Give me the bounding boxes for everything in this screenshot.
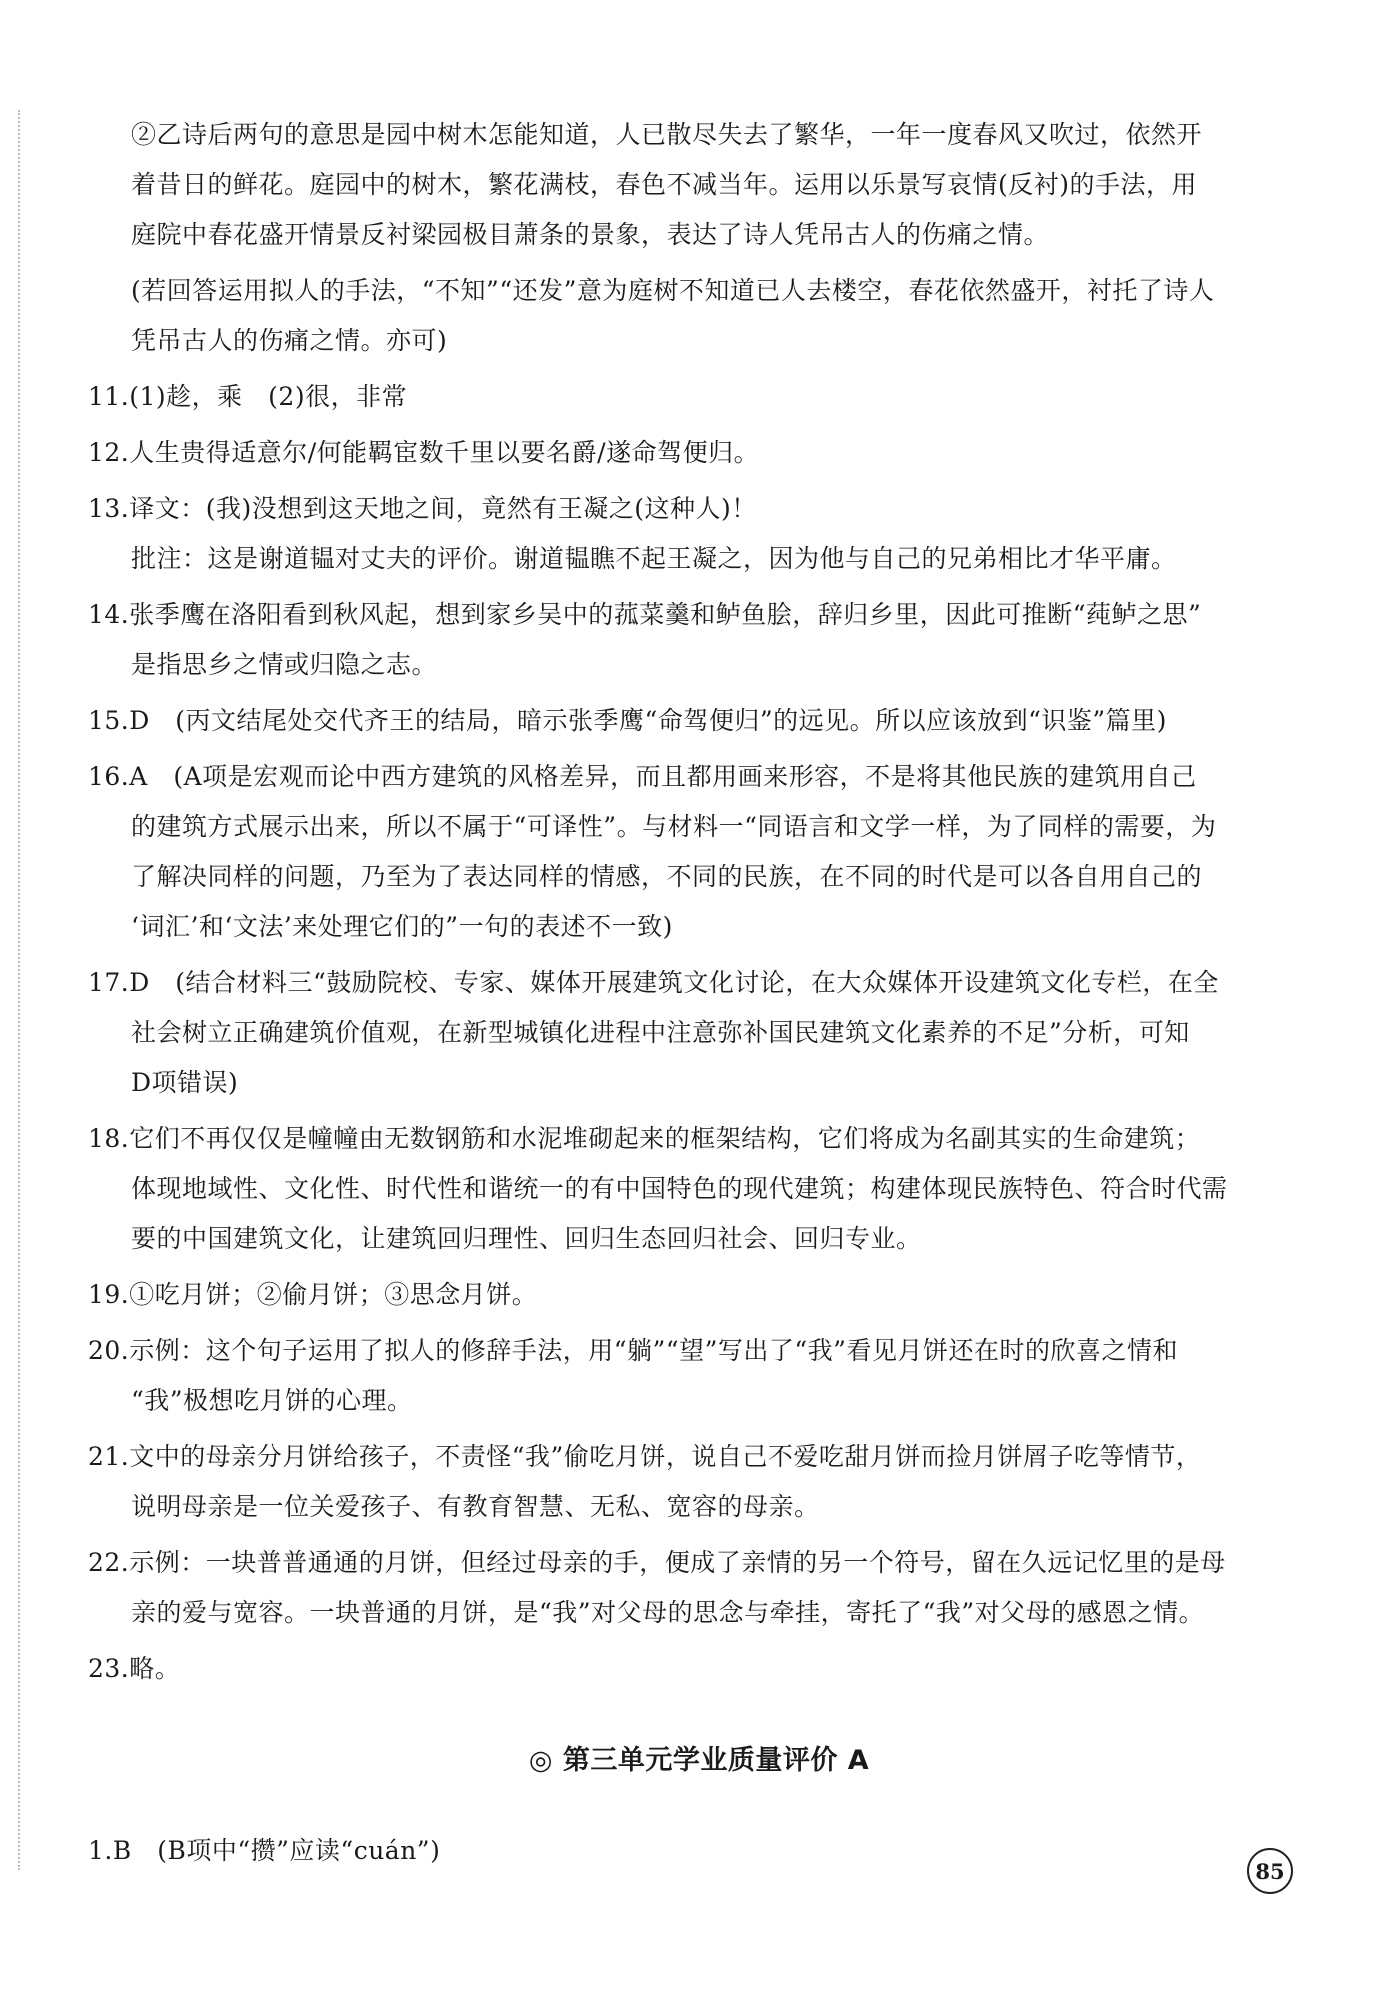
text-line: 22.示例：一块普普通通的月饼，但经过母亲的手，便成了亲情的另一个符号，留在久远记忆里的是母	[88, 1548, 1226, 1577]
text-line: D项错误)	[131, 1068, 239, 1097]
answer-19	[88, 1270, 1310, 1320]
text-line: 17.D (结合材料三“鼓励院校、专家、媒体开展建筑文化讨论，在大众媒体开设建筑文化专栏，在全	[88, 968, 1219, 997]
text-line: 凭吊古人的伤痛之情。亦可)	[131, 326, 448, 355]
text-line: 社会树立正确建筑价值观，在新型城镇化进程中注意弥补国民建筑文化素养的不足”分析，可知	[131, 1018, 1190, 1047]
answer-23	[88, 1644, 1310, 1694]
text-line: 着昔日的鲜花。庭园中的树木，繁花满枝，春色不减当年。运用以乐景写哀情(反衬)的手法，用	[131, 170, 1198, 199]
text-line: ②乙诗后两句的意思是园中树木怎能知道，人已散尽失去了繁华，一年一度春风又吹过，依然开	[131, 120, 1203, 149]
answer-18	[88, 1114, 1310, 1264]
text-line: 15.D (丙文结尾处交代齐王的结局，暗示张季鹰“命驾便归”的远见。所以应该放到“识鉴”篇里)	[88, 706, 1167, 735]
text-line: 的建筑方式展示出来，所以不属于“可译性”。与材料一“同语言和文学一样，为了同样的需要，为	[131, 812, 1217, 841]
text-line: ‘词汇’和‘文法’来处理它们的”一句的表述不一致)	[131, 912, 673, 941]
answer-10-2-note	[88, 266, 1310, 366]
text-line: 13.译文：(我)没想到这天地之间，竟然有王凝之(这种人)！	[88, 494, 757, 523]
answer-20	[88, 1326, 1310, 1426]
text-line: 说明母亲是一位关爱孩子、有教育智慧、无私、宽容的母亲。	[131, 1492, 820, 1521]
answer-16	[88, 752, 1310, 952]
text-line: 11.(1)趁，乘 (2)很，非常	[88, 382, 408, 411]
answer-10-2	[88, 110, 1310, 260]
text-line: 12.人生贵得适意尔/何能羁宦数千里以要名爵/遂命驾便归。	[88, 438, 760, 467]
answer-12	[88, 428, 1310, 478]
text-line: 体现地域性、文化性、时代性和谐统一的有中国特色的现代建筑；构建体现民族特色、符合时代需	[131, 1174, 1228, 1203]
margin-dotted-line	[18, 110, 20, 1870]
text-line: 1.B (B项中“攒”应读“cuán”)	[88, 1836, 441, 1865]
answer-13	[88, 484, 1310, 584]
text-line: 23.略。	[88, 1654, 181, 1683]
text-line: 了解决同样的问题，乃至为了表达同样的情感，不同的民族，在不同的时代是可以各自用自己的	[131, 862, 1203, 891]
text-line: 18.它们不再仅仅是幢幢由无数钢筋和水泥堆砌起来的框架结构，它们将成为名副其实的生命建筑；	[88, 1124, 1201, 1153]
answer-17	[88, 958, 1310, 1108]
text-line: 庭院中春花盛开情景反衬梁园极目萧条的景象，表达了诗人凭吊古人的伤痛之情。	[131, 220, 1050, 249]
text-line: 亲的爱与宽容。一块普通的月饼，是“我”对父母的思念与牵挂，寄托了“我”对父母的感恩之情。	[131, 1598, 1205, 1627]
text-line: 要的中国建筑文化，让建筑回归理性、回归生态回归社会、回归专业。	[131, 1224, 922, 1253]
section-title: ◎ 第三单元学业质量评价 A	[528, 1745, 870, 1776]
text-line: 14.张季鹰在洛阳看到秋风起，想到家乡吴中的菰菜羹和鲈鱼脍，辞归乡里，因此可推断“莼鲈之思”	[88, 600, 1202, 629]
answer-14	[88, 590, 1310, 690]
text-line: 16.A (A项是宏观而论中西方建筑的风格差异，而且都用画来形容，不是将其他民族的建筑用自己	[88, 762, 1197, 791]
text-line: 20.示例：这个句子运用了拟人的修辞手法，用“躺”“望”写出了“我”看见月饼还在时的欣喜之情和	[88, 1336, 1178, 1365]
text-line: 21.文中的母亲分月饼给孩子，不责怪“我”偷吃月饼，说自己不爱吃甜月饼而捡月饼屑子吃等情节，	[88, 1442, 1202, 1471]
text-line: 是指思乡之情或归隐之志。	[131, 650, 438, 679]
answer-22	[88, 1538, 1310, 1638]
answer-1	[88, 1826, 1310, 1876]
answer-15	[88, 696, 1310, 746]
page-number: 85	[1247, 1848, 1293, 1894]
answer-21	[88, 1432, 1310, 1532]
answer-11	[88, 372, 1310, 422]
text-line: (若回答运用拟人的手法，“不知”“还发”意为庭树不知道已人去楼空，春花依然盛开，衬托了诗人	[131, 276, 1215, 305]
text-line: 批注：这是谢道韫对丈夫的评价。谢道韫瞧不起王凝之，因为他与自己的兄弟相比才华平庸。	[131, 544, 1177, 573]
answer-content	[88, 110, 1310, 1882]
text-line: “我”极想吃月饼的心理。	[131, 1386, 413, 1415]
text-line: 19.①吃月饼；②偷月饼；③思念月饼。	[88, 1280, 538, 1309]
